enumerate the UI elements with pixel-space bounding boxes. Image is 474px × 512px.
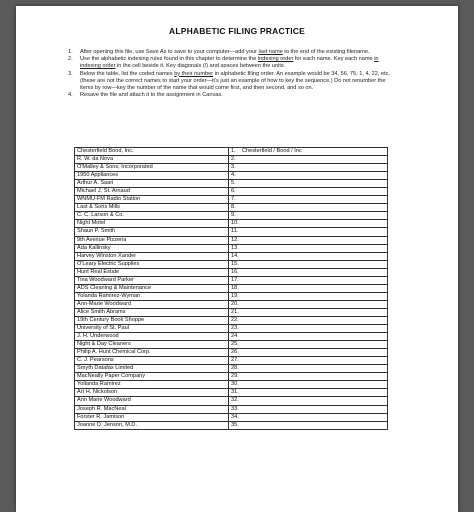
instruction-text: in alphabetic filing order. An example would be 34, 56, 75, 1, 4, 22, etc. (these are not the correct names to start your order—it's just an example of how to key the sequence.) Do not renumber the items by row—key the number of the name that would come first, and then second, and so on. [80,70,391,92]
row-number: 31. [231,389,239,396]
coded-name-cell[interactable] [229,325,388,333]
row-number: 21. [231,308,239,315]
name-cell: J. H. Underwood [75,333,229,341]
name-cell: Last & Sons Mills [75,204,229,212]
coded-name-cell[interactable] [229,180,388,188]
table-row [75,365,388,373]
coded-name-cell[interactable] [229,284,388,292]
coded-name-cell[interactable] [229,244,388,252]
row-number: 20. [231,300,239,307]
coded-name-value: Chesterfield / Bond / Inc [242,148,302,154]
coded-name-cell[interactable] [229,260,388,268]
name-cell: Yolanda Ramirez-Wyman [75,292,229,300]
instruction-number: 3. [68,70,73,77]
name-cell: Joanne D. Jenson, M.D. [75,421,229,429]
document-page [16,6,458,512]
instruction-emphasis: in indexing order [80,56,379,70]
coded-name-cell[interactable] [229,381,388,389]
table-row [75,373,388,381]
row-number: 1. [231,148,236,154]
name-cell: ADS Cleaning & Maintenance [75,284,229,292]
coded-name-cell[interactable] [229,172,388,180]
row-number: 5. [231,180,236,187]
names-table [74,147,388,430]
table-row [75,180,388,188]
row-number: 18. [231,284,239,291]
row-number: 33. [231,405,239,412]
name-cell: Art H. Nickolson [75,389,229,397]
table-row [75,212,388,220]
name-cell: Harvey Winston Xander [75,252,229,260]
instruction-number: 4. [68,92,73,99]
instruction-text: for each name. Key each name [293,56,375,63]
table-row [75,196,388,204]
row-number: 10. [231,220,239,227]
name-cell: Forster R. Jamison [75,413,229,421]
row-number: 32. [231,397,239,404]
table-row [75,381,388,389]
table-row [75,164,388,172]
name-cell: Ann Marie Woodward [75,397,229,405]
row-number: 23. [231,325,239,332]
name-cell: Arthur A. Saari [75,180,229,188]
row-number: 16. [231,268,239,275]
table-row [75,413,388,421]
instructions-list [68,49,398,99]
name-cell: Shaun P. Smith [75,228,229,236]
row-number: 19. [231,292,239,299]
name-cell: Tina Woodward Parker [75,276,229,284]
row-number: 35. [231,421,239,428]
instruction-number: 2. [68,56,73,63]
name-cell: C. J. Pearsons [75,357,229,365]
table-row [75,300,388,308]
table-row [75,148,388,156]
name-cell: WNMU-FM Radio Station [75,196,229,204]
instruction-text: Below the table, list the coded names [80,70,175,77]
coded-name-cell[interactable] [229,373,388,381]
name-cell: C. C. Larson & Co. [75,212,229,220]
coded-name-cell[interactable] [229,228,388,236]
coded-name-cell[interactable] [229,268,388,276]
instruction-text: After opening this file, use Save As to save to your computer—add your [80,49,259,55]
row-number: 34. [231,413,239,420]
row-number: 15. [231,260,239,267]
table-row [75,188,388,196]
name-cell: Michael J. St. Arnaud [75,188,229,196]
table-row [75,357,388,365]
table-row [75,204,388,212]
name-cell: Ada Kallinsky [75,244,229,252]
instruction-item [68,92,398,99]
table-row [75,341,388,349]
row-number: 6. [231,188,236,195]
row-number: 28. [231,365,239,372]
row-number: 17. [231,276,239,283]
table-row [75,421,388,429]
coded-name-cell[interactable] [229,220,388,228]
table-row [75,172,388,180]
row-number: 9. [231,212,236,219]
coded-name-cell[interactable] [229,156,388,164]
coded-name-cell[interactable] [229,276,388,284]
row-number: 11. [231,228,239,235]
table-row [75,349,388,357]
page-title: ALPHABETIC FILING PRACTICE [168,26,305,36]
name-cell: O'Malley & Sons, Incorporated [75,164,229,172]
table-row [75,236,388,244]
table-row [75,260,388,268]
instruction-emphasis: last name [258,49,283,55]
coded-name-cell[interactable] [229,405,388,413]
name-cell: Night & Day Cleaners [75,341,229,349]
row-number: 4. [231,172,236,179]
table-row [75,244,388,252]
row-number: 27. [231,357,239,364]
table-row [75,308,388,316]
instruction-text: Use the alphabetic indexing rules found in this chapter to determine the [80,56,258,63]
coded-name-cell[interactable] [229,389,388,397]
name-cell: Alice Smith Abrams [75,308,229,316]
table-row [75,156,388,164]
coded-name-cell[interactable] [229,397,388,405]
row-number: 13. [231,244,239,251]
row-number: 29. [231,373,239,380]
coded-name-cell[interactable] [229,365,388,373]
name-cell: Chesterfield Bond, Inc. [75,148,229,156]
instruction-number: 1. [68,49,73,55]
coded-name-cell[interactable] [229,341,388,349]
table-row [75,292,388,300]
table-row [75,220,388,228]
row-number: 3. [231,164,236,171]
name-cell: Joseph R. MacNeal [75,405,229,413]
table-row [75,405,388,413]
table-row [75,397,388,405]
coded-name-cell[interactable] [229,252,388,260]
row-number: 24. [231,333,239,340]
name-cell: Philip A. Hunt Chemical Corp. [75,349,229,357]
name-cell: 9th Avenue Pizzeria [75,236,229,244]
coded-name-cell[interactable] [229,196,388,204]
coded-name-cell[interactable] [229,292,388,300]
table-row [75,228,388,236]
coded-name-cell[interactable] [229,164,388,172]
table-row [75,333,388,341]
row-number: 2. [231,156,236,163]
name-cell: R. W. da Nova [75,156,229,164]
row-number: 8. [231,204,236,211]
coded-name-cell[interactable] [229,349,388,357]
row-number: 30. [231,381,239,388]
row-number: 22. [231,316,239,323]
name-cell: O'Leary Electric Supplies [75,260,229,268]
instruction-item [68,49,398,56]
coded-name-cell[interactable] [229,212,388,220]
coded-name-cell[interactable] [229,421,388,429]
coded-name-cell[interactable] [229,333,388,341]
table-row [75,252,388,260]
table-row [75,284,388,292]
name-cell: University of St. Paul [75,325,229,333]
instruction-text: in the cell beside it. Key diagonals (/) and spaces between the units. [115,63,286,70]
name-cell: 1950 Appliances [75,172,229,180]
row-number: 14. [231,252,239,259]
table-row [75,325,388,333]
row-number: 25. [231,341,239,348]
coded-name-cell[interactable] [229,204,388,212]
name-cell: 19th Century Book Shoppe [75,316,229,324]
coded-name-cell[interactable] [229,188,388,196]
instruction-item [68,56,398,70]
name-cell: Night Motel [75,220,229,228]
name-cell: MacNeally Paper Company [75,373,229,381]
instruction-emphasis: by their number [174,70,214,77]
name-cell: Yollanda Ramirez [75,381,229,389]
coded-name-cell[interactable] [229,308,388,316]
row-number: 12. [231,236,239,243]
instruction-item [68,71,398,93]
coded-name-cell[interactable] [229,413,388,421]
table-row [75,316,388,324]
table-row [75,268,388,276]
coded-name-cell[interactable] [229,236,388,244]
table-row [75,276,388,284]
table-row [75,389,388,397]
coded-name-cell[interactable] [229,316,388,324]
name-cell: Smyth Datafax Limited [75,365,229,373]
row-number: 7. [231,196,236,203]
instruction-emphasis: indexing order [257,56,294,63]
instruction-text: Resave the file and attach it to the assignment in Canvas. [80,92,223,99]
coded-name-cell[interactable] [229,357,388,365]
coded-name-cell[interactable] [229,148,388,156]
name-cell: Hunt Real Estate [75,268,229,276]
name-cell: Ann-Marie Woodward [75,300,229,308]
coded-name-cell[interactable] [229,300,388,308]
instruction-text: to the end of the existing filename. [282,49,370,55]
row-number: 26. [231,349,239,356]
